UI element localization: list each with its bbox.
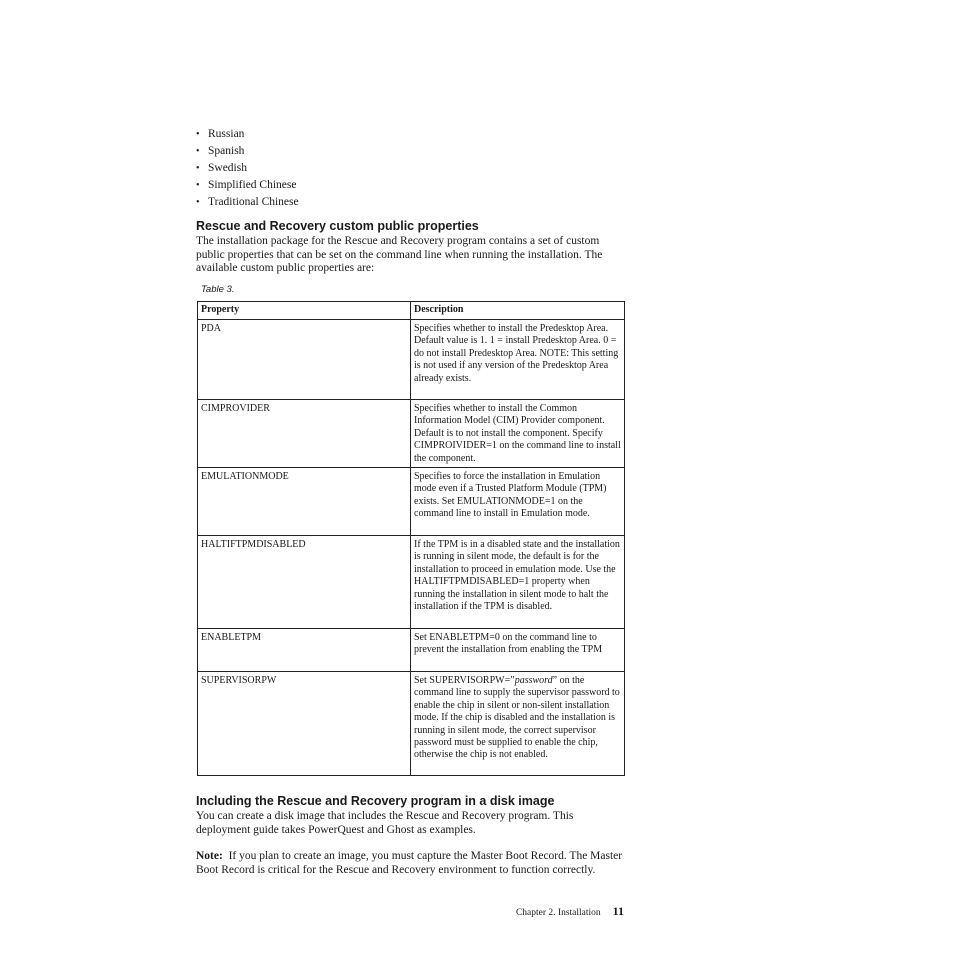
page-footer [516,902,624,920]
page-number: 11 [612,904,624,918]
table-caption: Table 3. [201,284,235,295]
description-cell: Specifies whether to install the Common Information Model (CIM) Provider component. Default is to not install the component. Specify CIMPROIVIDER=1 on the command line to install the component. [411,400,625,468]
description-cell: Specifies to force the installation in Emulation mode even if a Trusted Platform Module (TPM) exists. Set EMULATIONMODE=1 on the command line to install in Emulation mode. [411,468,625,536]
list-item [196,194,299,211]
language-label: Spanish [208,145,245,157]
column-header-property: Property [198,302,411,320]
section-heading-disk-image: Including the Rescue and Recovery program in a disk image [196,794,555,808]
description-prefix: Set SUPERVISORPW=” [414,675,515,687]
table-row [198,536,625,629]
table-header-row [198,302,625,320]
language-label: Swedish [208,162,247,174]
language-list [196,126,299,211]
section-heading-custom-properties: Rescue and Recovery custom public properties [196,219,479,233]
property-cell: ENABLETPM [198,629,411,672]
property-cell: CIMPROVIDER [198,400,411,468]
list-item [196,177,299,194]
note-text: If you plan to create an image, you must capture the Master Boot Record. The Master Boot Record is critical for the Rescue and Recovery environment to function correctly. [196,850,623,876]
table-row [198,320,625,400]
list-item [196,160,299,177]
description-emphasis: password [514,675,553,687]
properties-table [197,301,625,776]
description-suffix: ” on the command line to supply the supervisor password to enable the chip in silent or non-silent installation mode. If the chip is disabled and the installation is running in silent mode, the correct supervisor password must be supplied to enable the chip, otherwise the chip is not enabled. [414,675,620,761]
description-cell: Specifies whether to install the Predesktop Area. Default value is 1. 1 = install Predesktop Area. 0 = do not install Predesktop Area. NOTE: This setting is not used if any version of the Predesktop Area already exists. [411,320,625,400]
bullet-icon: • [196,163,200,174]
bullet-icon: • [196,197,200,208]
disk-image-paragraph: You can create a disk image that includes the Rescue and Recovery program. This deployment guide takes PowerQuest and Ghost as examples. [196,810,574,836]
table-row [198,400,625,468]
table-row [198,672,625,776]
bullet-icon: • [196,146,200,157]
property-cell: HALTIFTPMDISABLED [198,536,411,629]
intro-paragraph: The installation package for the Rescue and Recovery program contains a set of custom public properties that can be set on the command line when running the installation. The available custom public properties are: [196,235,603,275]
bullet-icon: • [196,129,200,140]
description-cell: If the TPM is in a disabled state and the installation is running in silent mode, the default is for the installation to proceed in emulation mode. Use the HALTIFTPMDISABLED=1 property when running the installation in silent mode to halt the installation if the TPM is disabled. [411,536,625,629]
note-label: Note: [196,850,223,862]
column-header-description: Description [411,302,625,320]
list-item [196,143,299,160]
language-label: Simplified Chinese [208,179,297,191]
table-row [198,468,625,536]
language-label: Russian [208,128,245,140]
property-cell: EMULATIONMODE [198,468,411,536]
description-cell [411,672,625,776]
language-label: Traditional Chinese [208,196,299,208]
note-paragraph [196,850,626,877]
property-cell: PDA [198,320,411,400]
property-cell: SUPERVISORPW [198,672,411,776]
list-item [196,126,299,143]
table-row [198,629,625,672]
bullet-icon: • [196,180,200,191]
chapter-label: Chapter 2. Installation [515,908,601,918]
description-cell: Set ENABLETPM=0 on the command line to prevent the installation from enabling the TPM [411,629,625,672]
